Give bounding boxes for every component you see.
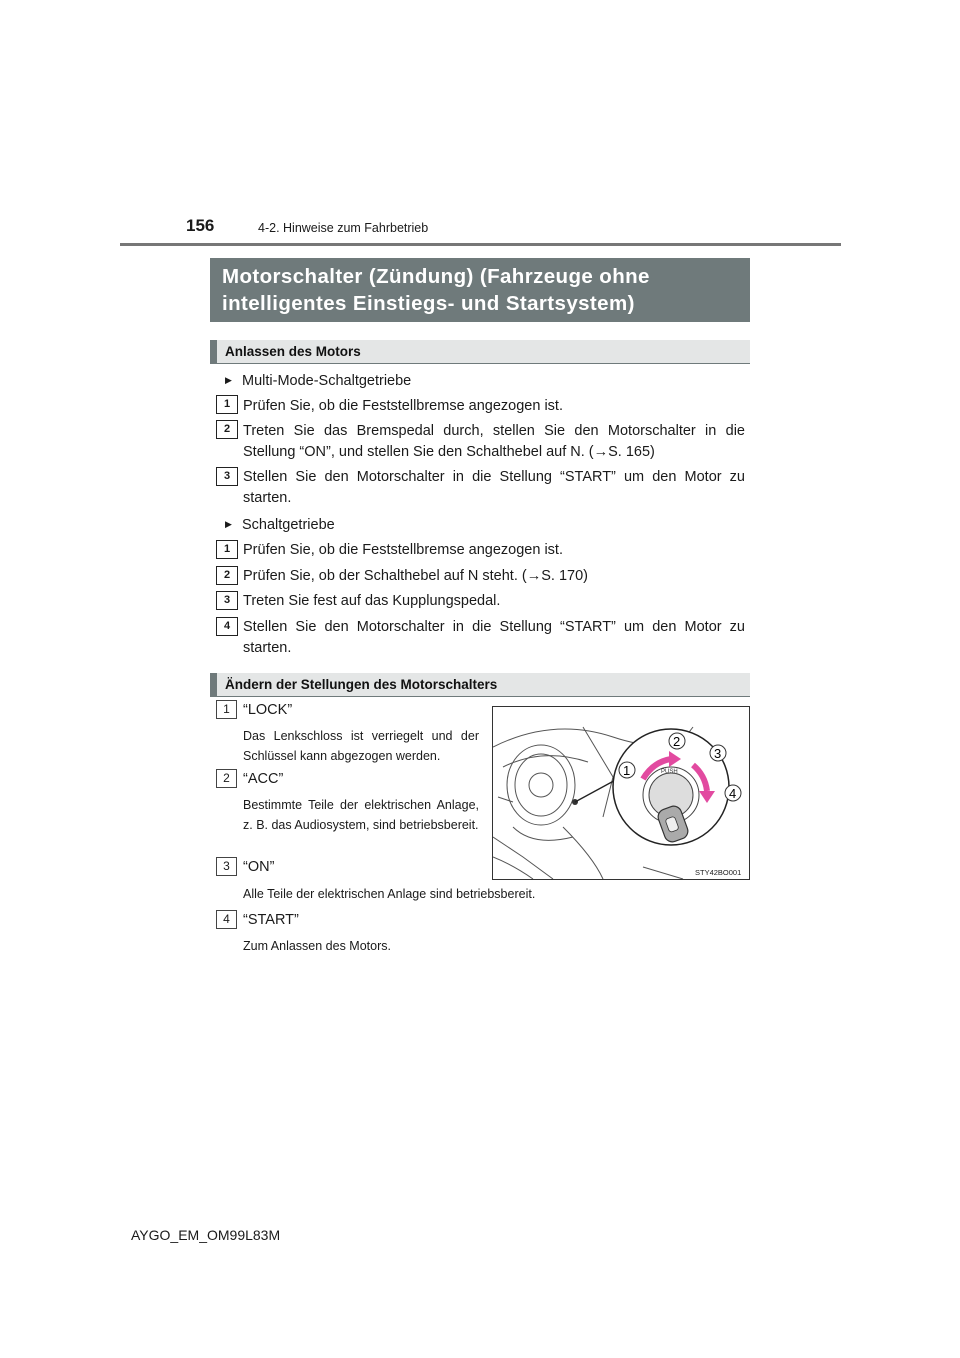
page-title-line-2: intelligentes Einstiegs- und Startsystem) <box>222 292 635 315</box>
section-label: 4-2. Hinweise zum Fahrbetrieb <box>258 221 429 235</box>
positions-heading: Ändern der Stellungen des Motorschalters <box>210 673 750 697</box>
page-title-line-1: Motorschalter (Zündung) (Fahrzeuge ohne <box>222 265 650 288</box>
position-name: “LOCK” <box>243 702 293 718</box>
step-badge: 1 <box>216 540 238 559</box>
position-badge: 3 <box>216 857 237 876</box>
position-badge: 1 <box>216 700 237 719</box>
ignition-switch-illustration <box>492 706 750 880</box>
step-badge: 3 <box>216 467 238 486</box>
position-name: “ACC” <box>243 771 284 787</box>
position-name: “ON” <box>243 859 275 875</box>
callout-2: 2 <box>673 734 681 749</box>
step-text: Stellen Sie den Motorschalter in die Stellung “START” um den Motor zu starten. <box>243 619 745 656</box>
step-text: Prüfen Sie, ob der Schalthebel auf N steht. (→S. 170) <box>243 568 588 584</box>
step-badge: 2 <box>216 566 238 585</box>
page-title <box>210 258 750 322</box>
bullet-triangle-icon: ▶ <box>225 375 232 385</box>
step-badge: 3 <box>216 591 238 610</box>
step-badge: 4 <box>216 617 238 636</box>
manual-label: ▶ Schaltgetriebe <box>225 514 335 535</box>
position-name: “START” <box>243 912 299 928</box>
position-description: Zum Anlassen des Motors. <box>243 939 391 953</box>
step-text: Treten Sie das Bremspedal durch, stellen Sie den Motorschalter in die Stellung “ON”, und stellen Sie den Schalthebel auf N. (→S. 165) <box>243 423 745 460</box>
header-divider <box>120 243 841 246</box>
page-number: 156 <box>186 216 215 235</box>
step-text: Stellen Sie den Motorschalter in die Stellung “START” um den Motor zu starten. <box>243 469 745 506</box>
step-badge: 2 <box>216 420 238 439</box>
push-label: PUSH <box>661 769 678 775</box>
step-badge: 1 <box>216 395 238 414</box>
mmt-label: ▶ Multi-Mode-Schaltgetriebe <box>225 370 411 391</box>
position-description: Bestimmte Teile der elektrischen Anlage, z. B. das Audiosystem, sind betriebsbereit. <box>243 798 479 832</box>
step-text: Prüfen Sie, ob die Feststellbremse angezogen ist. <box>243 398 563 414</box>
position-badge: 2 <box>216 769 237 788</box>
step-text: Prüfen Sie, ob die Feststellbremse angezogen ist. <box>243 542 563 558</box>
position-description: Das Lenkschloss ist verriegelt und der Schlüssel kann abgezogen werden. <box>243 729 479 763</box>
illustration-code: STY42BO001 <box>695 868 742 877</box>
position-description: Alle Teile der elektrischen Anlage sind betriebsbereit. <box>243 887 536 901</box>
step-text: Treten Sie fest auf das Kupplungspedal. <box>243 593 501 609</box>
starting-heading: Anlassen des Motors <box>210 340 750 364</box>
document-id: AYGO_EM_OM99L83M <box>131 1227 281 1243</box>
bullet-triangle-icon: ▶ <box>225 519 232 529</box>
callout-4: 4 <box>729 786 737 801</box>
callout-3: 3 <box>714 746 722 761</box>
ignition-drawing <box>493 707 749 879</box>
callout-1: 1 <box>623 763 631 778</box>
position-badge: 4 <box>216 910 237 929</box>
